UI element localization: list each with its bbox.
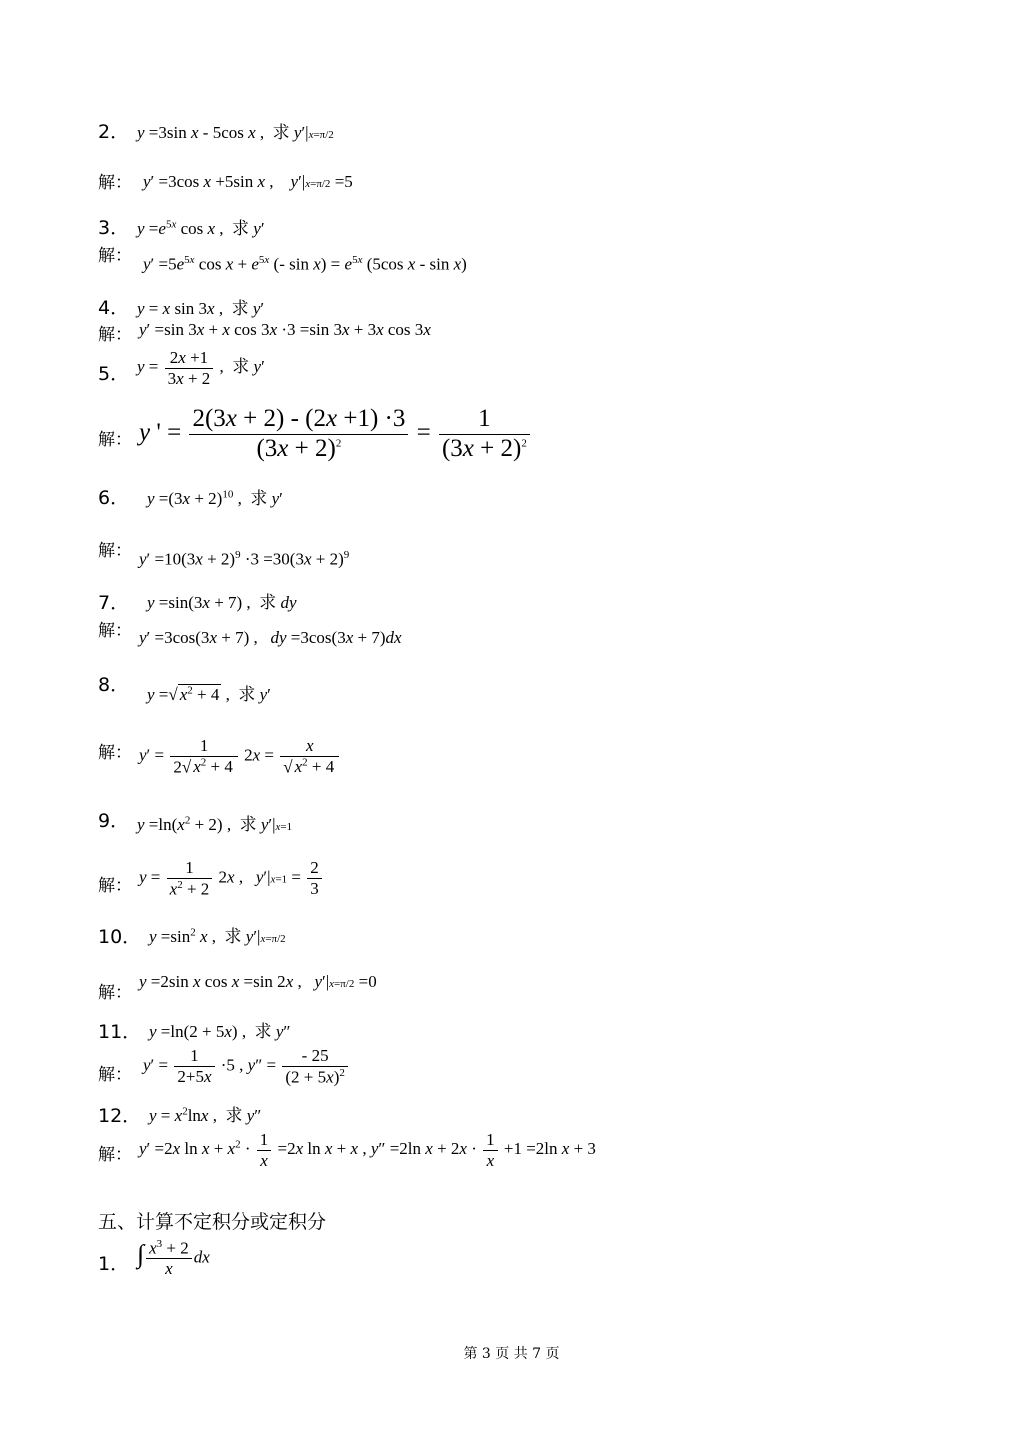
problem-equation: $y =(3x + 2)^{10}$ , 求 y′ — [147, 488, 283, 509]
problem-number: 10． — [98, 926, 142, 948]
solution-equation: y ' = $\frac{2(3x + 2) - (2x +1) \cdot 3}{(3x + 2)^2}$ = $\frac{1}{(3x + 2)^2}$ — [139, 405, 532, 464]
problem-number: 2． — [98, 121, 130, 143]
problem-equation: y =sin(3x + 7) , 求 dy — [147, 593, 297, 613]
problem-equation: y =3sin x - 5cos x , 求 y′|x=π/2 — [137, 123, 334, 143]
problem-equation: y =ln(2 + 5x) , 求 y″ — [149, 1022, 291, 1042]
solution-label: 解： — [98, 876, 132, 896]
solution-equation: y′ =2x $\ln x + x^2$ · $\frac{1}{x}$ =2x ln x + x , y″ =2ln x + 2x · $\frac{1}{x}$ +1 =2ln x + 3 — [139, 1130, 596, 1170]
solution-label: 解： — [98, 325, 132, 345]
problem-equation: $y =e^{5x}$ cos x , 求 y′ — [137, 218, 265, 239]
integral-equation: ∫ $\frac{x^3 + 2}{x}$ dx — [137, 1238, 210, 1279]
solution-label: 解： — [98, 743, 132, 763]
solution-label: 解： — [98, 173, 132, 193]
problem-number: 6． — [98, 487, 130, 509]
solution-label: 解： — [98, 1065, 132, 1085]
solution-equation: y = $\frac{1}{x^2 + 2}$ 2x , y′|x=1 = $\frac{2}{3}$ — [139, 858, 324, 899]
problem-equation: y = $\frac{2x +1}{3x + 2}$ , 求 y′ — [137, 348, 265, 388]
solution-label: 解： — [98, 430, 132, 450]
problem-number: 11． — [98, 1021, 142, 1043]
solution-equation: y′ =sin 3x + x cos 3x ·3 =sin 3x + 3x cos 3x — [139, 320, 431, 339]
solution-equation: $y' =5e^{5x}$ $\cos x + e^{5x}$ (- $\sin x) = e^{5x}$ (5cos x - sin x) — [143, 254, 467, 274]
problem-equation: $y =\ln(x^2 + 2)$ , 求 y′|x=1 — [137, 814, 293, 835]
solution-equation: y′ =3cos x +5sin x , y′|x=π/2 =5 — [143, 172, 353, 191]
problem-number: 5． — [98, 363, 130, 385]
page-footer: 第 3 页 共 7 页 — [463, 1346, 560, 1362]
solution-label: 解： — [98, 541, 132, 561]
problem-number: 9． — [98, 810, 130, 832]
solution-equation: y′ = $\frac{1}{2√ x^2 + 4}$ 2x = $\frac{x}{√ x^2 + 4}$ — [139, 736, 341, 777]
solution-label: 解： — [98, 1145, 132, 1165]
solution-label: 解： — [98, 621, 132, 641]
problem-number: 4． — [98, 297, 130, 319]
problem-equation: $y =\sin^2$ x , 求 y′|x=π/2 — [149, 926, 286, 947]
solution-label: 解： — [98, 983, 132, 1003]
solution-equation: y′ = $\frac{1}{2+5x}$ ·5 , y″ = $\frac{- 25}{(2 + 5x)^2}$ — [143, 1046, 350, 1087]
problem-number: 3． — [98, 217, 130, 239]
problem-number: 1． — [98, 1253, 130, 1275]
solution-label: 解： — [98, 246, 132, 266]
solution-equation: $y' =10(3x + 2)^9 \cdot 3 =30(3x + 2)^9$ — [139, 549, 350, 569]
problem-number: 7． — [98, 592, 130, 614]
solution-equation: y′ =3cos(3x + 7) , dy =3cos(3x + 7)dx — [139, 628, 402, 647]
problem-equation: y =√ $x^2 + 4$ , 求 y′ — [147, 684, 271, 705]
solution-equation: y =2sin x cos x =sin 2x , y′|x=π/2 =0 — [139, 972, 377, 991]
section-heading: 五、计算不定积分或定积分 — [98, 1211, 327, 1233]
problem-number: 12． — [98, 1105, 142, 1127]
problem-equation: y = x sin 3x , 求 y′ — [137, 299, 265, 319]
problem-number: 8． — [98, 674, 130, 696]
problem-equation: $y = x^2\ln x$ , 求 y″ — [149, 1105, 262, 1126]
